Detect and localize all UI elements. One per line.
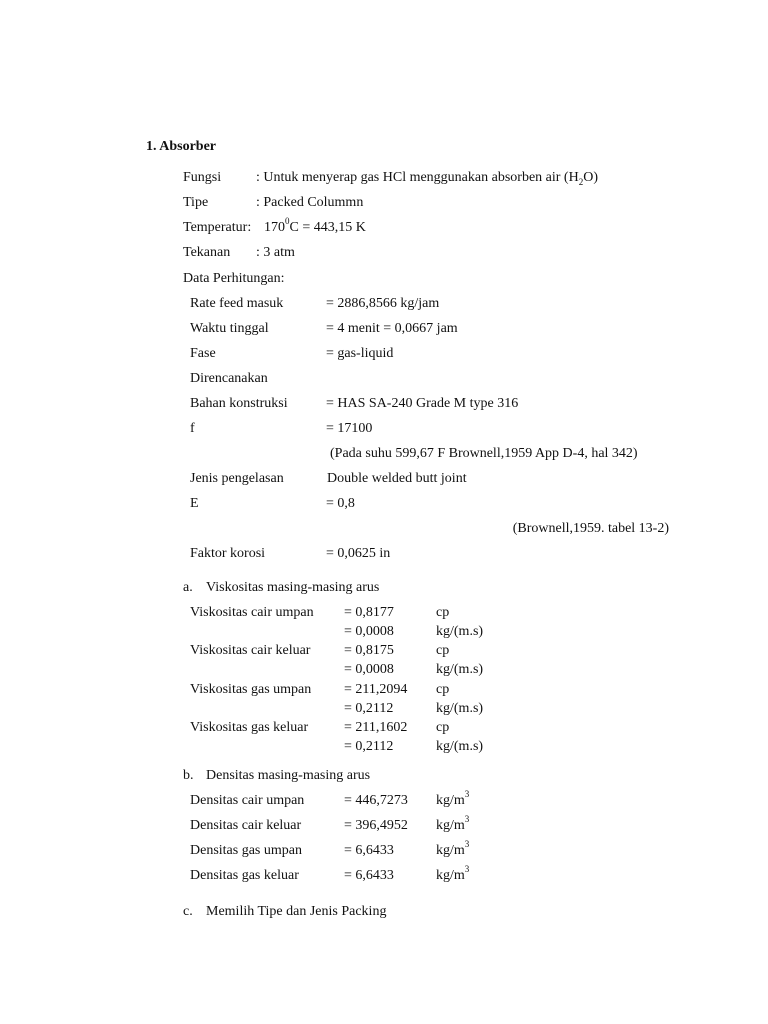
- bahan-value: = HAS SA-240 Grade M type 316: [326, 396, 519, 411]
- e-reference-note: (Brownell,1959. tabel 13-2): [512, 521, 669, 536]
- data-perhitungan-title: Data Perhitungan:: [183, 271, 285, 286]
- viskositas-unit: cp: [436, 682, 450, 697]
- tekanan-label: Tekanan: [183, 245, 231, 260]
- viskositas-label: Viskositas cair keluar: [190, 643, 311, 658]
- viskositas-value-si: = 0,2112: [344, 739, 394, 754]
- bahan-label: Bahan konstruksi: [190, 396, 288, 411]
- korosi-value: = 0,0625 in: [326, 546, 391, 561]
- temperatur-label: Temperatur:: [183, 220, 252, 235]
- section-b-marker: b.: [183, 768, 194, 783]
- jenis-pengelasan-label: Jenis pengelasan: [190, 471, 284, 486]
- densitas-value: = 6,6433: [344, 868, 394, 883]
- viskositas-label: Viskositas gas umpan: [190, 682, 312, 697]
- temperatur-value: $170^0C = 443,15$ K: [264, 216, 366, 235]
- section-c-marker: c.: [183, 904, 193, 919]
- section-a-marker: a.: [183, 580, 193, 595]
- waktu-label: Waktu tinggal: [190, 321, 269, 336]
- fase-label: Fase: [190, 346, 216, 361]
- e-value: = 0,8: [326, 496, 355, 511]
- fungsi-label: Fungsi: [183, 170, 222, 185]
- waktu-value: = 4 menit = 0,0667 jam: [326, 321, 458, 336]
- tekanan-value: : 3 atm: [256, 245, 295, 260]
- f-reference-note: (Pada suhu 599,67 F Brownell,1959 App D-4, hal 342): [330, 446, 638, 461]
- rate-label: Rate feed masuk: [190, 296, 284, 311]
- viskositas-unit: cp: [436, 643, 450, 658]
- viskositas-unit-si: kg/(m.s): [436, 624, 484, 639]
- densitas-label: Densitas gas keluar: [190, 868, 299, 883]
- direncanakan-label: Direncanakan: [190, 371, 268, 386]
- densitas-label: Densitas gas umpan: [190, 843, 302, 858]
- viskositas-value: = 0,8177: [344, 605, 394, 620]
- viskositas-label: Viskositas gas keluar: [190, 720, 309, 735]
- densitas-value: = 6,6433: [344, 843, 394, 858]
- densitas-value: = 446,7273: [344, 793, 408, 808]
- viskositas-value-si: = 0,2112: [344, 701, 394, 716]
- viskositas-value: = 211,2094: [344, 682, 408, 697]
- f-value: = 17100: [326, 421, 373, 436]
- viskositas-value-si: = 0,0008: [344, 662, 394, 677]
- jenis-pengelasan-value: Double welded butt joint: [327, 471, 467, 486]
- viskositas-unit: cp: [436, 720, 450, 735]
- viskositas-unit-si: kg/(m.s): [436, 662, 484, 677]
- densitas-unit: $kg/m^3$: [436, 814, 470, 833]
- densitas-value: = 396,4952: [344, 818, 408, 833]
- viskositas-label: Viskositas cair umpan: [190, 605, 314, 620]
- section-b-title: Densitas masing-masing arus: [206, 768, 371, 783]
- fungsi-value: : Untuk menyerap gas HCl menggunakan absorben air $(H_2O)$: [256, 170, 598, 187]
- section-heading: 1. Absorber: [146, 139, 216, 154]
- densitas-unit: $kg/m^3$: [436, 864, 470, 883]
- e-label: E: [190, 496, 199, 511]
- fase-value: = gas-liquid: [326, 346, 394, 361]
- viskositas-value-si: = 0,0008: [344, 624, 394, 639]
- viskositas-unit: cp: [436, 605, 450, 620]
- densitas-unit: $kg/m^3$: [436, 839, 470, 858]
- f-label: f: [190, 421, 195, 436]
- korosi-label: Faktor korosi: [190, 546, 266, 561]
- densitas-label: Densitas cair keluar: [190, 818, 302, 833]
- viskositas-value: = 211,1602: [344, 720, 408, 735]
- densitas-unit: $kg/m^3$: [436, 789, 470, 808]
- densitas-label: Densitas cair umpan: [190, 793, 305, 808]
- viskositas-value: = 0,8175: [344, 643, 394, 658]
- tipe-label: Tipe: [183, 195, 209, 210]
- section-a-title: Viskositas masing-masing arus: [206, 580, 380, 595]
- viskositas-unit-si: kg/(m.s): [436, 739, 484, 754]
- section-c-title: Memilih Tipe dan Jenis Packing: [206, 904, 387, 919]
- tipe-value: : Packed Colummn: [256, 195, 364, 210]
- rate-value: = 2886,8566 kg/jam: [326, 296, 440, 311]
- viskositas-unit-si: kg/(m.s): [436, 701, 484, 716]
